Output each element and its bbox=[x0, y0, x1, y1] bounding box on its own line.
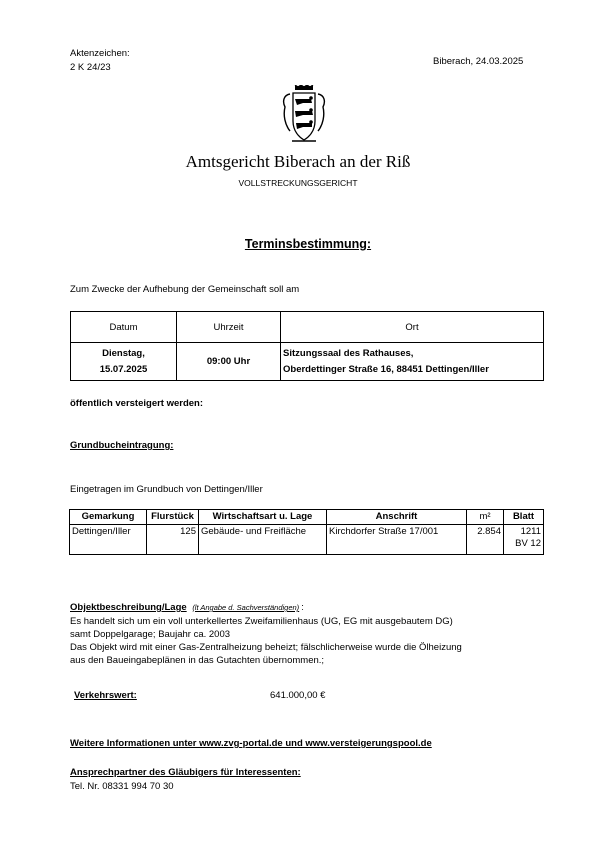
land-register-table bbox=[69, 509, 544, 555]
cell-blatt-number: 1211 bbox=[520, 526, 541, 537]
appointment-place-line2: Oberdettinger Straße 16, 88451 Dettingen/Iller bbox=[283, 363, 489, 375]
cell-m2: 2.854 bbox=[467, 525, 504, 555]
col-wirtschaftsart: Wirtschaftsart u. Lage bbox=[199, 510, 327, 525]
page-title: Terminsbestimmung: bbox=[244, 237, 372, 251]
object-line: aus den Baueingabeplänen in das Gutachten übernommen.; bbox=[70, 655, 325, 666]
contact-phone: Tel. Nr. 08331 994 70 30 bbox=[70, 781, 174, 792]
header-date: Datum bbox=[71, 312, 177, 343]
col-gemarkung: Gemarkung bbox=[70, 510, 147, 525]
appointment-table bbox=[70, 311, 544, 381]
file-reference-label: Aktenzeichen: bbox=[70, 48, 130, 59]
appointment-weekday: Dienstag, bbox=[102, 347, 145, 359]
object-line: Es handelt sich um ein voll unterkellertes Zweifamilienhaus (UG, EG mit ausgebautem DG) bbox=[70, 616, 453, 627]
cell-anschrift: Kirchdorfer Straße 17/001 bbox=[327, 525, 467, 555]
appointment-date bbox=[71, 343, 177, 381]
more-info-link[interactable]: Weitere Informationen unter www.zvg-portal.de und www.versteigerungspool.de bbox=[70, 738, 432, 749]
file-reference: 2 K 24/23 bbox=[70, 62, 111, 73]
header-place: Ort bbox=[281, 312, 544, 343]
auction-note: öffentlich versteigert werden: bbox=[70, 398, 204, 409]
object-line: Das Objekt wird mit einer Gas-Zentralheizung beheizt; fälschlicherweise wurde die Ölheizung bbox=[70, 642, 462, 653]
cell-flurstueck: 125 bbox=[147, 525, 199, 555]
land-register-location: Eingetragen im Grundbuch von Dettingen/Iller bbox=[70, 484, 263, 495]
col-blatt: Blatt bbox=[504, 510, 544, 525]
header-time: Uhrzeit bbox=[177, 312, 281, 343]
appointment-place bbox=[281, 343, 544, 381]
object-heading-label: Objektbeschreibung/Lage bbox=[70, 602, 187, 613]
object-description bbox=[70, 615, 550, 667]
cell-blatt-bv: BV 12 bbox=[515, 538, 541, 549]
object-heading-colon: : bbox=[301, 602, 304, 613]
cell-wirtschaftsart: Gebäude- und Freifläche bbox=[199, 525, 327, 555]
appointment-time: 09:00 Uhr bbox=[177, 343, 281, 381]
market-value-label: Verkehrswert: bbox=[74, 690, 137, 701]
appointment-place-line1: Sitzungssaal des Rathauses, bbox=[283, 347, 414, 359]
object-heading-note: (lt Angabe d. Sachverständigen) bbox=[192, 603, 300, 612]
place-date: Biberach, 24.03.2025 bbox=[433, 56, 524, 67]
contact-heading: Ansprechpartner des Gläubigers für Interessenten: bbox=[70, 767, 301, 778]
market-value-amount: 641.000,00 € bbox=[270, 690, 326, 701]
cell-gemarkung: Dettingen/Iller bbox=[70, 525, 147, 555]
court-name: Amtsgericht Biberach an der Riß bbox=[185, 152, 411, 171]
court-department: VOLLSTRECKUNGSGERICHT bbox=[238, 178, 358, 188]
col-flurstueck: Flurstück bbox=[147, 510, 199, 525]
object-heading bbox=[70, 601, 304, 614]
object-line: samt Doppelgarage; Baujahr ca. 2003 bbox=[70, 629, 231, 640]
appointment-date-value: 15.07.2025 bbox=[99, 363, 148, 375]
coat-of-arms-icon bbox=[281, 85, 327, 145]
cell-blatt bbox=[504, 525, 544, 555]
table-row bbox=[70, 525, 544, 555]
land-register-heading: Grundbucheintragung: bbox=[70, 440, 174, 451]
intro-text: Zum Zwecke der Aufhebung der Gemeinschaft soll am bbox=[70, 284, 300, 295]
col-m2: m² bbox=[467, 510, 504, 525]
col-anschrift: Anschrift bbox=[327, 510, 467, 525]
